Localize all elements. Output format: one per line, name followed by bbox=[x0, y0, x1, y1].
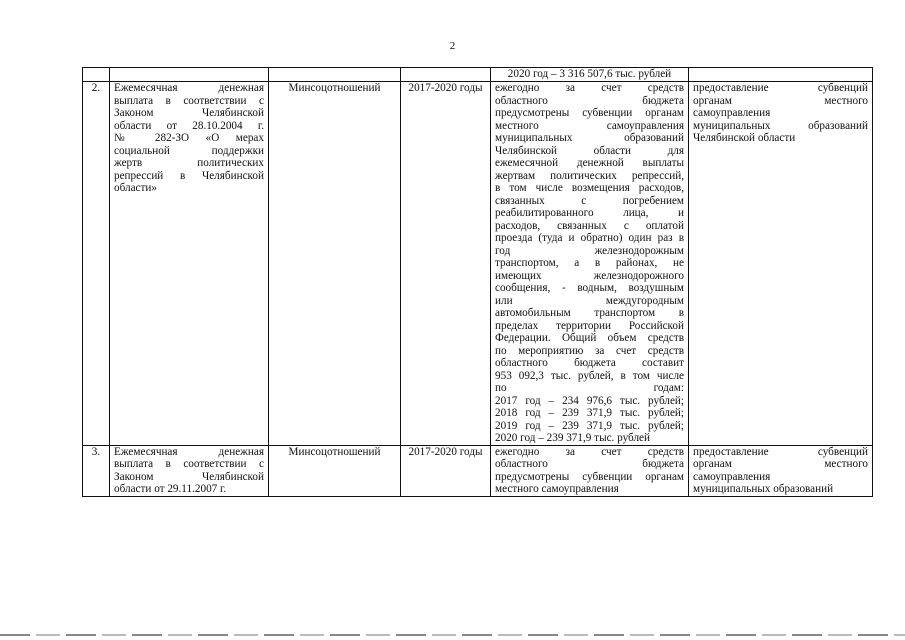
cell-number bbox=[83, 68, 110, 82]
text-line: выплата в соответствии с bbox=[114, 94, 264, 107]
text-line: предоставление субвенций bbox=[693, 445, 868, 458]
text-line: Челябинской области для bbox=[495, 144, 684, 157]
text-line: области от 28.10.2004 г. bbox=[114, 119, 264, 132]
text-line: Законом Челябинской bbox=[114, 470, 264, 483]
text-line: связанных с погребением bbox=[495, 194, 684, 207]
result-cell bbox=[689, 445, 873, 496]
cell-executor bbox=[269, 68, 401, 82]
cell-budget bbox=[491, 68, 689, 82]
measure-cell bbox=[110, 82, 269, 446]
row-number: 2. bbox=[83, 82, 110, 446]
text-line: транспортом, а в районах, не bbox=[495, 257, 684, 269]
budget-cell bbox=[491, 445, 689, 496]
text-line: сообщения, - водным, воздушным bbox=[495, 282, 684, 294]
text-line: областного бюджета составит bbox=[495, 357, 684, 369]
text-line: социальной поддержки bbox=[114, 144, 264, 157]
text-line: № 282-ЗО «О мерах bbox=[114, 132, 264, 144]
cell-measure bbox=[110, 68, 269, 82]
text-line: в том числе возмещения расходов, bbox=[495, 182, 684, 194]
text-line: самоуправления bbox=[693, 470, 771, 483]
text-line: 2018 год – 239 371,9 тыс. рублей; bbox=[495, 407, 684, 419]
table-row bbox=[83, 82, 873, 446]
executor-cell: Минсоцотношений bbox=[269, 445, 401, 496]
budget-text: 2020 год – 3 316 507,6 тыс. рублей bbox=[507, 68, 672, 80]
text-line: реабилитированного лица, и bbox=[495, 207, 684, 219]
cell-result bbox=[689, 68, 873, 82]
text-line: органам местного bbox=[693, 458, 868, 470]
budget-cell bbox=[491, 82, 689, 446]
text-line: Ежемесячная денежная bbox=[114, 445, 264, 458]
text-line: областного бюджета bbox=[495, 458, 684, 470]
text-line: репрессий в Челябинской bbox=[114, 169, 264, 182]
text-line: области от 29.11.2007 г. bbox=[114, 483, 227, 495]
text-line: муниципальных образований bbox=[495, 132, 684, 144]
text-line: 953 092,3 тыс. рублей, в том числе bbox=[495, 369, 684, 382]
text-line: Федерации. Общий объем средств bbox=[495, 332, 684, 344]
text-line: ежегодно за счет средств bbox=[495, 445, 684, 458]
text-line: предусмотрены субвенции органам bbox=[495, 470, 684, 483]
text-line: по мероприятию за счет средств bbox=[495, 344, 684, 357]
text-line: жертвам политических репрессий, bbox=[495, 169, 684, 182]
text-line: 2020 год – 239 371,9 тыс. рублей bbox=[495, 432, 650, 444]
text-line: предоставление субвенций bbox=[693, 82, 868, 94]
measure-cell bbox=[110, 445, 269, 496]
text-line: муниципальных образований bbox=[693, 483, 834, 495]
cell-period bbox=[401, 68, 491, 82]
text-line: автомобильным транспортом в bbox=[495, 307, 684, 319]
result-cell bbox=[689, 82, 873, 446]
measures-table bbox=[82, 67, 873, 497]
text-line: самоуправления bbox=[693, 107, 771, 119]
text-line: пределах территории Российской bbox=[495, 319, 684, 332]
text-line: 2017 год – 234 976,6 тыс. рублей; bbox=[495, 394, 684, 407]
text-line: местного самоуправления bbox=[495, 119, 684, 132]
text-line: по годам: bbox=[495, 382, 684, 394]
row-number: 3. bbox=[83, 445, 110, 496]
text-line: расходов, связанных с оплатой bbox=[495, 219, 684, 232]
text-line: органам местного bbox=[693, 94, 868, 107]
text-line: областного бюджета bbox=[495, 94, 684, 107]
executor-cell: Минсоцотношений bbox=[269, 82, 401, 446]
text-line: Законом Челябинской bbox=[114, 107, 264, 119]
text-line: выплата в соответствии с bbox=[114, 458, 264, 470]
text-line: год железнодорожным bbox=[495, 244, 684, 257]
text-line: имеющих железнодорожного bbox=[495, 269, 684, 282]
text-line: проезда (туда и обратно) один раз в bbox=[495, 232, 684, 244]
text-line: местного самоуправления bbox=[495, 483, 619, 495]
text-line: Челябинской области bbox=[693, 132, 796, 144]
text-line: Ежемесячная денежная bbox=[114, 82, 264, 94]
page-number: 2 bbox=[449, 40, 456, 52]
text-line: области» bbox=[114, 182, 157, 194]
text-line: или междугородным bbox=[495, 294, 684, 307]
period-cell: 2017-2020 годы bbox=[401, 445, 491, 496]
text-line: муниципальных образований bbox=[693, 119, 868, 132]
scan-edge-rule bbox=[0, 634, 905, 636]
continued-row bbox=[83, 68, 873, 82]
text-line: жертв политических bbox=[114, 157, 264, 169]
text-line: предусмотрены субвенции органам bbox=[495, 107, 684, 119]
period-cell: 2017-2020 годы bbox=[401, 82, 491, 446]
text-line: 2019 год – 239 371,9 тыс. рублей; bbox=[495, 419, 684, 432]
text-line: ежегодно за счет средств bbox=[495, 82, 684, 94]
text-line: ежемесячной денежной выплаты bbox=[495, 157, 684, 169]
table-row bbox=[83, 445, 873, 496]
